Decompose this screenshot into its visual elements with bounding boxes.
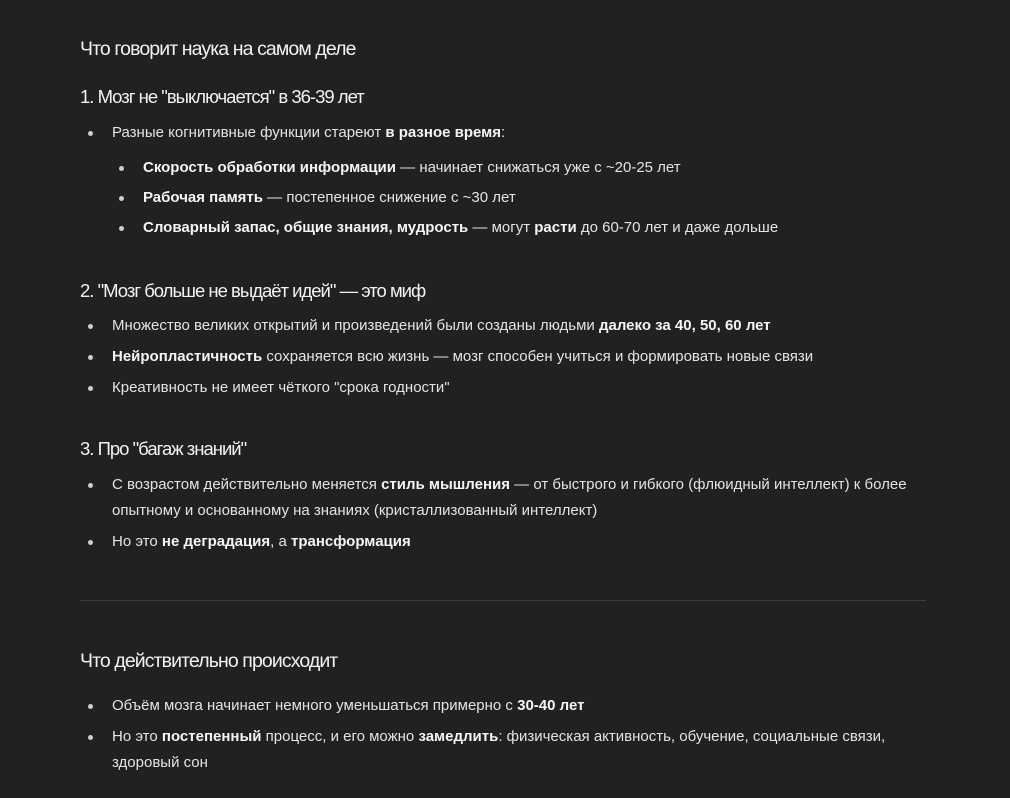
section-4-title: Что действительно происходит — [80, 650, 338, 672]
section-4-list — [80, 693, 926, 776]
section-3-list — [80, 472, 926, 555]
main-heading: Что говорит наука на самом деле — [80, 38, 356, 60]
list-item: Словарный запас, общие знания, мудрость — могут расти до 60-70 лет и даже дольше — [80, 215, 926, 241]
section-divider — [80, 600, 926, 601]
list-item: С возрастом действительно меняется стиль мышления — от быстрого и гибкого (флюидный интеллект) к более опытному и основанному на знаниях (кристаллизованный интеллект) — [80, 472, 926, 524]
list-item: Разные когнитивные функции стареют в разное время: — [80, 120, 926, 146]
list-item: Скорость обработки информации — начинает снижаться уже с ~20-25 лет — [80, 155, 926, 181]
section-2-title: 2. "Мозг больше не выдаёт идей" — это миф — [80, 280, 426, 301]
list-item: Но это постепенный процесс, и его можно замедлить: физическая активность, обучение, социальные связи, здоровый сон — [80, 724, 926, 776]
list-item: Креативность не имеет чёткого "срока годности" — [80, 375, 926, 401]
section-3-title: 3. Про "багаж знаний" — [80, 438, 247, 459]
section-1-list — [80, 120, 926, 146]
section-1-sublist — [80, 155, 926, 241]
list-item: Но это не деградация, а трансформация — [80, 529, 926, 555]
list-item: Объём мозга начинает немного уменьшаться примерно с 30-40 лет — [80, 693, 926, 719]
list-item: Множество великих открытий и произведений были созданы людьми далеко за 40, 50, 60 лет — [80, 313, 926, 339]
section-2-list — [80, 313, 926, 401]
list-item: Рабочая память — постепенное снижение с ~30 лет — [80, 185, 926, 211]
list-item: Нейропластичность сохраняется всю жизнь — мозг способен учиться и формировать новые связи — [80, 344, 926, 370]
section-1-title: 1. Мозг не "выключается" в 36-39 лет — [80, 86, 364, 107]
